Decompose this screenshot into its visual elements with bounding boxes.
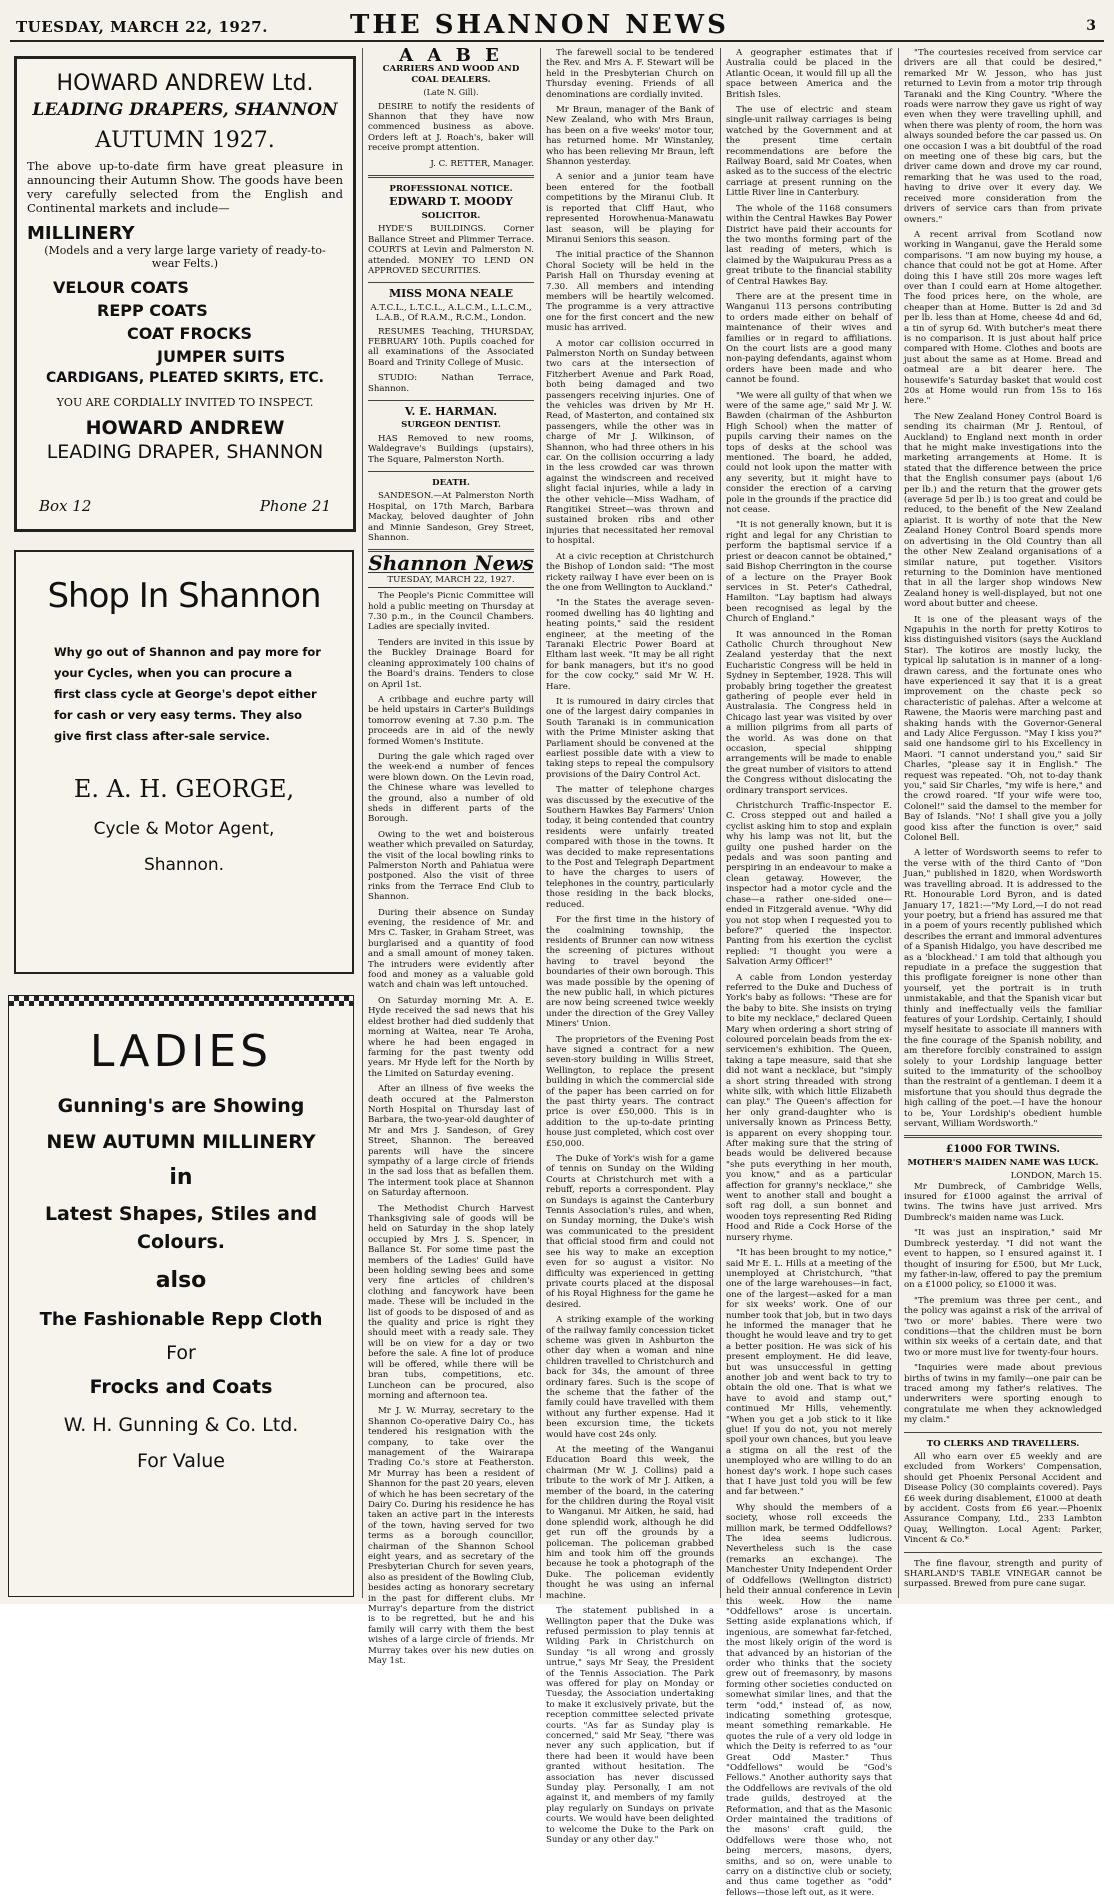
moody-body: HYDE'S BUILDINGS. Corner Ballance Street and Plimmer Terrace. COURTS at Levin and Palmerston N. attended. MONEY TO LEND ON APPROVED SECURITIES. [368, 224, 534, 276]
divider [368, 471, 534, 472]
ad-subtitle: LEADING DRAPERS, SHANNON [32, 100, 338, 120]
aabe-late: (Late N. Gill). [423, 88, 479, 98]
divider [368, 175, 534, 178]
ad-line: Gunning's are Showing [57, 1095, 305, 1117]
column-2 [368, 45, 534, 1667]
column-rule [898, 48, 899, 1598]
news-item: Christchurch Traffic-Inspector E. C. Cross stepped out and hailed a cyclist asking him to stop and explain why his lamp was not lit, but the guilty one pushed harder on the pedals and was soon panting and perspiring in an endeavour to make a clean getaway. However, the inspector had a motor cycle and the chase—a rather one-sided one—ended in Fitzgerald avenue. "Why did you not stop when I requested you to before?" queried the inspector. Panting from his exertion the cyclist replied: "I thought you were a Salvation Army Officer!" [726, 801, 892, 968]
ad-signature: HOWARD ANDREW [85, 417, 285, 439]
news-item: It was announced in the Roman Catholic Church throughout New Zealand yesterday that the next Eucharistic Congress will be held in Sydney in September, 1928. This will probably bring together the greatest gathering of people ever held in Australasia. The Congress held in Chicago last year was visited by over a million pilgrims from all parts of the world. As was done on that occasion, special shipping arrangements will be made to enable the great number of visitors to attend the Congress without dislocating the ordinary transport services. [726, 629, 892, 796]
ad-item: JUMPER SUITS [157, 347, 286, 366]
news-item: It is one of the pleasant ways of the Ngapuhis in the north for pretty Kotiros to kiss distinguished visitors (says the Auckland Star). The kotiros are mostly lucky, the typical lip salutation is in manner of a long-drawn caress, and the fortunate ones who have experienced it say that it is a great improvement on the chaste peck so characteristic of palehas. After a welcome at Rawene, the Maoris were marching past and shaking hands with the Governor-General and Lady Alice Fergusson. "May I kiss you?" said one handsome girl to his Excellency in Maori. "I cannot understand you," said Sir Charles, "please say it in English." The request was repeated. "Oh, not to-day thank you," said Sir Charles, "my wife is here," and the crowd roared. "If your wife were too, Colonel!" said the damsel to the member for Bay of Islands. "No! I shall give you a jolly good kiss after the function is over," said Colonel Bell. [904, 614, 1102, 844]
news-item: Mr Dumbreck, of Cambridge Wells, insured for £1000 against the arrival of twins. The twins have just arrived. Mrs Dumbreck's maiden name was Luck. [904, 1181, 1102, 1223]
neale-name: MISS MONA NEALE [388, 287, 514, 301]
harman-name: V. E. HARMAN. [404, 404, 498, 418]
news-item: The proprietors of the Evening Post have signed a contract for a new seven-story building in Willis Street, Wellington, to replace the present building in which the commercial side of the paper has been carried on for the past thirty years. The contract price is over £50,000. This is in addition to the up-to-date printing house just completed, which cost over £50,000. [546, 1034, 714, 1149]
neale-qual: A.T.C.L., L.T.C.L., A.L.C.M., L.L.C.M., L.A.B., Of R.A.M., R.C.M., London. [370, 302, 532, 324]
ad-line: For [166, 1342, 196, 1364]
twins-dateline: LONDON, March 15. [1010, 1171, 1102, 1182]
column-3 [546, 48, 714, 1846]
news-item: "The courtesies received from service car drivers are all that could be desired," remarked Mr W. Jesson, who has just returned to Levin from a motor trip through Taranaki and the King Country. "Where the roads were narrow they gave us right of way even when they were travelling uphill, and when there was plenty of room, the horn was always sounded before the car passed us. On one occasion I was a bit doubtful of the road on meeting one of these big cars, but the driver came down and drove my car round, remarking that he was used to the road, having to drive over it every day. We received more consideration from the drivers of service cars than from private owners." [904, 48, 1102, 225]
news-item: A striking example of the working of the railway family concession ticket scheme was given in Ashburton the other day when a woman and nine children travelled to Christchurch and back for 34s, the amount of three ordinary fares. Such is the scope of the scheme that the father of the family could have travelled with them without any further expense. Had it been excursion time, the tickets would have cost 24s only. [546, 1315, 714, 1440]
neale-body: RESUMES Teaching, THURSDAY, FEBRUARY 10th. Pupils coached for all examinations of the Associated Board and Trinity College of Music. [368, 326, 534, 368]
death-notice: SANDESON.—At Palmerston North Hospital, on 17th March, Barbara Mackay, beloved daughter of John and Minnie Sandeson, Grey Street, Shannon. [368, 491, 534, 544]
divider [368, 282, 534, 283]
divider [904, 1432, 1102, 1433]
ad-phone: Phone 21 [259, 497, 331, 515]
ad-line: Latest Shapes, Stiles and Colours. [44, 1203, 318, 1253]
news-item: During their absence on Sunday evening, the residence of Mr. and Mrs C. Tasker, in Graham Street, was burglarised and a quantity of food and a small amount of money taken. The intruders were evidently after food and money as a valuable gold watch and chain was left untouched. [368, 907, 534, 991]
news-item: On Saturday morning Mr. A. E. Hyde received the sad news that his eldest brother had died suddenly that morning at Waitea, near Te Aroha, where he had been engaged in farming for the past twenty odd years. Mr Hyde left for the North by the Limited on Saturday evening. [368, 995, 534, 1079]
news-item: Mr J. W. Murray, secretary to the Shannon Co-operative Dairy Co., has tendered his resignation with the company, to take over the management of the Wairarapa Trading Co.'s store at Featherston. Mr Murray has been a resident of Shannon for the past 20 years, eleven of which he has been secretary of the Dairy Co. During his residence he has taken an active part in the interests of the town, having served for two terms as a borough councillor, chairman of the Shannon School eight years, and as secretary of the Presbyterian Church for seven years, also as president of the Bowling Club, besides acting as honorary secretary in the past for different clubs. Mr Murray's departure from the district is to be regretted, but he and his family will carry with them the best wishes of a large circle of friends. Mr Murray takes over his new duties on May 1st. [368, 1406, 534, 1667]
nameplate-date: TUESDAY, MARCH 22, 1927. [368, 572, 534, 588]
aabe-sign: J. C. RETTER, Manager. [430, 158, 534, 169]
ad-title: LADIES [89, 1026, 273, 1077]
news-item: "It has been brought to my notice," said Mr E. L. Hills at a meeting of the unemployed at Christchurch, "that one of the large warehouses—in fact, one of the largest—asked for a man for six weeks' work. One of our number took that job, but in two days he informed the manager that he thought he would leave and try to get a better position. He was sick of his present employment. He did leave, but was unsuccessful in getting another job and went back to try to obtain the old one. That is what we have to avoid and stamp out," continued Mr Hills, vehemently. "When you get a job stick to it like glue! If you do not, you not merely spoil your own chances, but you leave a stigma on all the rest of the unemployed who are willing to do an honest day's work. I hope such cases that I have just told you will be few and far between." [726, 1248, 892, 1498]
news-item: "It is not generally known, but it is right and legal for any Christian to perform the baptismal service if a priest or deacon cannot be obtained," said Bishop Cherrington in the course of a lecture on the Prayer Book services in St. Peter's Cathedral, Hamilton. "Lay baptism had always been recognised as legal by the Church of England." [726, 520, 892, 625]
ad-name: E. A. H. GEORGE, [73, 775, 295, 803]
news-item: The matter of telephone charges was discussed by the executive of the Southern Hawkes Bay Farmers' Union today, it being contended that country residents were unfairly treated compared with those in the towns. It was decided to make representations to the Post and Telegraph Department to have the charges to users of telephones in the country, particularly those residing in the back blocks, reduced. [546, 785, 714, 910]
harman-body: HAS Removed to new rooms, Waldegrave's Buildings (upstairs), The Square, Palmerston North. [368, 433, 534, 465]
news-item: The farewell social to be tendered the Rev. and Mrs A. F. Stewart will be held in the Presbyterian Church on Thursday evening. Friends of all denominations are cordially invited. [546, 48, 714, 100]
column-rule [540, 48, 541, 1598]
news-item: The People's Picnic Committee will hold a public meeting on Thursday at 7.30 p.m., in the Council Chambers. Ladies are specially invited. [368, 591, 534, 633]
ad-season: AUTUMN 1927. [95, 128, 275, 153]
news-item: A geographer estimates that if Australia could be placed in the Atlantic Ocean, it would fill up all the space between America and the British Isles. [726, 48, 892, 100]
news-item: It is rumoured in dairy circles that one of the largest dairy companies in South Taranaki is in communication with the Prime Minister asking that Parliament should be convened at the earliest possible date with a view to taking steps to repeal the compulsory provisions of the Dairy Control Act. [546, 696, 714, 780]
professional-notice: PROFESSIONAL NOTICE. [389, 184, 513, 195]
news-item: The initial practice of the Shannon Choral Society will be held in the Parish Hall on Thursday evening at 7.30. All members and intending members will be heartily welcomed. The programme is a very attractive one for the first concert and the new music has arrived. [546, 250, 714, 334]
divider [368, 400, 534, 401]
ad-line: in [169, 1165, 193, 1190]
news-item: "Inquiries were made about previous births of twins in my family—one pair can be traced among my father's relatives. The underwriters were sporting enough to congratulate me when they acknowledged my claim." [904, 1363, 1102, 1426]
news-item: The fine flavour, strength and purity of SHARLAND'S TABLE VINEGAR cannot be surpassed. Brewed from pure cane sugar. [904, 1558, 1102, 1590]
ad-title: Shop In Shannon [47, 576, 321, 616]
ad-note: (Models and a very large large variety of ready-to-wear Felts.) [44, 244, 326, 270]
ad-line: For Value [137, 1450, 225, 1472]
masthead-title: THE SHANNON NEWS [350, 10, 729, 40]
news-item: At a civic reception at Christchurch the Bishop of London said: "The most rickety railway I have ever been on is the one from Wellington to Auckland." [546, 551, 714, 593]
news-item: The Methodist Church Harvest Thanksgiving sale of goods will be held on Saturday in the shop lately occupied by Mrs J. S. Spencer, in Ballance St. For some time past the members of the Ladies' Guild have been holding sewing bees and some very fine articles of children's clothing and fancywork have been made. These will be included in the list of goods to be disposed of and as the quality and price is right they should meet with a ready sale. They will be on view for a day or two before the sale. A fine lot of produce will be offered, while there will be bran tubs, competitions, etc. Luncheon can be procured, also morning and afternoon tea. [368, 1203, 534, 1401]
column-rule [362, 48, 363, 1598]
news-item: A cable from London yesterday referred to the Duke and Duchess of York's baby as follows: "These are for the baby to bite. She insists on trying to bite my necklace," declared Queen Mary when ordering a short string of coloured porcelain beads from the ex-servicemen's exhibition. The Queen, taking a tape measure, said that she did not want a necklace, but "simply a short string threaded with strong white silk, with which little Elizabeth can play." The Queen's affection for her only grand-daughter who is universally known as Princess Betty, is apparent on every shopping tour. After making sure that the string of beads would be delivered because "she puts everything in her mouth, you know," and as a particular affection for granny's necklace," she went to another stall and bought a soft rag doll, a sun bonnet and wooden toys representing Red Riding Hood and Ride a Cock Horse of the nursery rhyme. [726, 972, 892, 1243]
ad-invite: YOU ARE CORDIALLY INVITED TO INSPECT. [56, 396, 314, 409]
death-heading: DEATH. [432, 478, 470, 488]
masthead [10, 6, 1104, 42]
clerks-headline: TO CLERKS AND TRAVELLERS. [926, 1438, 1080, 1449]
news-item: For the first time in the history of the coalmining township, the residents of Brunner can now witness the screening of pictures without having to travel beyond the boundaries of their own borough. This was made possible by the opening of the new public hall, in which pictures are now being screened twice weekly under the direction of the Grey Valley Miners' Union. [546, 915, 714, 1030]
harman-title: SURGEON DENTIST. [401, 420, 501, 431]
news-item: "It was just an inspiration," said Mr Dumbreck yesterday. "I did not want the event to happen, so I ensured against it. I thought of insuring for £500, but Mr Luck, my father-in-law, offered to pay the premium on a £1000 policy, so £1000 it was. [904, 1228, 1102, 1291]
ad-box: Box 12 [39, 497, 92, 515]
news-item: The whole of the 1168 consumers within the Central Hawkes Bay Power District have paid their accounts for the two months forming part of the last reading of meters, which is claimed by the Waipukurau Press as a great tribute to the financial stability of Central Hawkes Bay. [726, 203, 892, 287]
ad-place: Shannon. [143, 855, 225, 875]
news-item: The use of electric and steam single-unit railway carriages is being watched by the Government and at the present time certain recommendations are before the Railway Board, said Mr Coates, when asked as to the success of the electric carriage at present running on the Little River line in Canterbury. [726, 105, 892, 199]
gunning-ad [8, 995, 354, 1597]
moody-title: SOLICITOR. [421, 210, 481, 221]
divider [904, 1135, 1102, 1138]
ad-line: W. H. Gunning & Co. Ltd. [63, 1414, 299, 1436]
nameplate: Shannon News [368, 551, 534, 576]
twins-headline: £1000 FOR TWINS. [945, 1143, 1061, 1156]
ad-line: also [155, 1268, 207, 1293]
ad-body: The above up-to-date firm have great pleasure in announcing their Autumn Show. The goods have been very carefully selected from the English and Continental markets and include— [27, 159, 343, 215]
ad-signature-sub: LEADING DRAPER, SHANNON [46, 441, 324, 463]
divider [904, 1552, 1102, 1553]
news-item: A senior and a junior team have been entered for the football competitions by the Miranui Club. It is reported that Cliff Haut, who represented Horowhenua-Manawatu last season, will be playing for Miranui Seniors this season. [546, 172, 714, 245]
ad-title: HOWARD ANDREW Ltd. [56, 71, 314, 96]
column-5 [904, 48, 1102, 1598]
george-cycle-ad [14, 550, 354, 974]
ad-item: COAT FROCKS [127, 324, 253, 343]
ad-line: Frocks and Coats [89, 1376, 273, 1398]
news-item: There are at the present time in Wanganui 113 persons contributing to orders made either on behalf of maintenance of their wives and families or in regard to affiliations. On the court lists are a good many non-paying defendants, against whom orders have been made and who cannot be found. [726, 291, 892, 386]
moody-name: EDWARD T. MOODY [389, 195, 513, 209]
news-item: "The premium was three per cent., and the policy was against a risk of the arrival of 'two or more' babies. There were two conditions—that the children must be born within six weeks of a certain date, and that two or more must live for twenty-four hours. [904, 1295, 1102, 1358]
ad-item: VELOUR COATS [53, 278, 189, 297]
news-item: All who earn over £5 weekly and are excluded from Workers' Compensation, should get Phoenix Personal Accident and Disease Policy (30 complaints covered). Pays £6 week during disablement, £1000 at death by accident. Costs from £6 year.—Phoenix Assurance Company, Ltd., 233 Lambton Quay, Wellington. Local Agent: Parker, Vincent & Co.* [904, 1452, 1102, 1546]
news-item: Owing to the wet and boisterous weather which prevailed on Saturday, the visit of the local bowling rinks to Palmerston North and Pahiatua were postponed. Also the visit of three rinks from the Terrace End Club to Shannon. [368, 829, 534, 903]
news-item: A motor car collision occurred in Palmerston North on Sunday between two cars at the intersection of Fitzherbert Avenue and Park Road, both being damaged and two passengers receiving injuries. One of the vehicles was driven by Mr H. Read, of Masterton, and contained six passengers, while the other was in charge of Mr J. Wilkinson, of Shannon, who had three others in his car. On the collision occurring a lady in the less crowded car was thrown against the windscreen and received slight facial injuries, while a lady in the other vehicle—Miss Wadham, of Rangitikei Street—was thrown and sustained broken ribs and other injuries that necessitated her removal to hospital. [546, 338, 714, 547]
howard-andrew-ad [14, 56, 356, 532]
column-4 [726, 48, 892, 1898]
checker-border [9, 996, 353, 1006]
news-item: At the meeting of the Wanganui Education Board this week, the chairman (Mr W. J. Collins) paid a tribute to the work of Mr J. Aitken, a member of the board, in the catering for the children during the Royal visit to Wanganui. Mr Aitken, he said, had done splendid work, although he did get run off the grounds by a policeman. The policeman grabbed him and took him off the grounds because he took a photograph of the Duke. The policeman evidently thought he was using an infernal machine. [546, 1445, 714, 1601]
ad-body: Why go out of Shannon and pay more for your Cycles, when you can procure a first class cycle at George's depot either for cash or very easy terms. They also give first class after-sale service. [54, 645, 321, 743]
news-item: The Duke of York's wish for a game of tennis on Sunday on the Wilding Courts at Christchurch met with a rebuff, reports a correspondent. Play on Sundays is against the Canterbury Tennis Association's rules, and when, on Sunday morning, the Duke's wish was communicated to the president that official stood firm and could not see his way to make an exception even for so august a visitor. No difficulty was experienced in getting private courts placed at the disposal of his Royal Highness for the game he desired. [546, 1154, 714, 1310]
ad-item: CARDIGANS, PLEATED SKIRTS, ETC. [46, 370, 324, 386]
aabe-title: A A B E [399, 45, 503, 66]
news-item: "We were all guilty of that when we were of the same age," said Mr J. W. Bawden (chairman of the Ashburton High School) when the matter of pupils carving their names on the tops of desks at the school was mentioned. The board, he added, could not look upon the matter with any severity, but it might have to consider the erection of a carving pole in the grounds if the practice did not cease. [726, 390, 892, 516]
neale-studio: STUDIO: Nathan Terrace, Shannon. [368, 373, 534, 394]
news-item: The New Zealand Honey Control Board is sending its chairman (Mr J. Rentoul, of Auckland) to England next month in order that he might make investigations into the marketing arrangements at Home. It is stated that the difference between the price that the English consumer pays (about 1/6 per lb.) and the return that the grower gets (average 5d per lb.) is too great and could be reduced, to the benefit of the New Zealand apiarist. It is worthy of note that the New Zealand Honey Control Board spends more on advertising in the Old Country than all the other New Zealand organisations of a similar nature, put together. Visitors returning to the Dominion have mentioned that in all the larger shop windows New Zealand honey is well-displayed, but not one word about butter and cheese. [904, 411, 1102, 610]
masthead-date: TUESDAY, MARCH 22, 1927. [16, 18, 268, 36]
aabe-body: DESIRE to notify the residents of Shannon that they have now commenced business as above. Orders left at J. Roach's, baker will receive prompt attention. [368, 101, 534, 154]
column-rule [720, 48, 721, 1598]
news-item: A cribbage and euchre party will be held upstairs in Carter's Buildings tomorrow evening at 7.30 p.m. The proceeds are in aid of the newly formed Women's Institute. [368, 694, 534, 747]
ad-item: REPP COATS [97, 301, 208, 320]
news-item: Mr Braun, manager of the Bank of New Zealand, who with Mrs Braun, has been on a five weeks' motor tour, has returned home. Mr Winstanley, who has been relieving Mr Braun, left Shannon yesterday. [546, 105, 714, 168]
news-item: After an illness of five weeks the death occured at the Palmerston North Hospital on Thursday last of Barbara, the two-year-old daughter of Mr and Mrs J. Sandeson, of Grey Street, Shannon. The bereaved parents will have the sincere sympathy of a large circle of friends in the sad loss that as befallen them. The interment took place at Shannon on Saturday afternoon. [368, 1084, 534, 1199]
news-item: A recent arrival from Scotland now working in Wanganui, gave the Herald some comparisons. "I am now buying my house, a chance that could not be got at Home. After doing this I have still 20s more wages left over than I could earn at Home altogether. The food prices here, on the whole, are cheaper than at Home. Butter is 2d and 3d per lb. less than at Home, cheese 4d and 6d, a tin of syrup 6d. With butcher's meat there is no comparison. It is just about half price compared with Home. Clothes and boots are just about the same as at Home. Bread and oatmeal are a bit dearer here. The housewife's Saturday basket that would cost 20s at Home would run from 15s to 16s here." [904, 229, 1102, 407]
news-item: A letter of Wordsworth seems to refer to the verse with of the third Canto of "Don Juan," published in 1820, when Wordsworth was travelling abroad. It is addressed to the Rt. Honourable Lord Byron, and is dated January 17, 1821:—"My Lord,—I do not read your poetry, but a friend has assured me that in a poem of yours recently published which describes the errant and immoral adventures of a Spanish Hidalgo, you have described me as a 'blockhead.' I am told that although you repudiate in a preface the suggestion that this profligate foreigner is none other than yourself, yet the portrait is in truth unmistakable, and that the Spanish vicar but thinly and ineffectually veils the familiar features of your Lordship. Certainly, I should myself hesitate to associate ill manners with the fine courage of the Spanish nobility, and am therefore forcibly constrained to assign solely to your Lordship language better suited to the immaturity of the schoolboy than the restraint of a gentleman. I deem it a misfortune that you should thus degrade the high calling of the poet.—I have the honour to be, Your Lordship's obedient humble servant, William Wordsworth." [904, 848, 1102, 1130]
ad-line: NEW AUTUMN MILLINERY [46, 1131, 316, 1153]
news-item: "In the States the average seven-roomed dwelling has 40 lighting and heating points," said the resident engineer, at the meeting of the Taranaki Electric Power Board at Eltham last week. "It may be all right for bank managers, but it's no good for the cow cocky," said Mr W. H. Hare. [546, 598, 714, 692]
news-item: Tenders are invited in this issue by the Buckley Drainage Board for cleaning approximately 100 chains of the Board's drains. Tenders to close on April 1st. [368, 637, 534, 690]
news-item: The statement published in a Wellington paper that the Duke was refused permission to play tennis at Wilding Park in Christchurch on Sunday "is all wrong and grossly untrue," says Mr Seay, the President of the Tennis Association. The Park was offered for play on Monday or Tuesday, the Association undertaking to make it exclusively private, but the reception committee selected private courts. "As far as Sunday play is concerned," said Mr Seay, "there was never any such application, but if there had been it would have been granted without hesitation. The association has never discussed Sunday play. Personally, I am not against it, and members of my family play regularly on Sundays on private courts. We would have been delighted to welcome the Duke to the Park on Sunday or any other day." [546, 1606, 714, 1846]
news-item: Why should the members of a society, whose roll exceeds the million mark, be termed Oddfellows? The idea seems ludicrous. Nevertheless such is the case (remarks an exchange). The Manchester Unity Independent Order of Oddfellows (Wellington district) held their annual conference in Levin this week. How the name "Oddfellows" arose is uncertain. Setting aside explanations which, if ingenious, are somewhat far-fetched, the most likely origin of the word is that advanced by an historian of the order who thinks that the society grew out of freemasonry, by masons forming other societies conducted on somewhat similar lines, and that the term "odd," instead of, as now, indicating something grotesque, meant something remarkable. He quotes the rule of a very old lodge in which the Deity is referred to as "our Great Odd Master." Thus "Oddfellows" would be "God's Fellows." Another authority says that the Oddfellows are revivals of the old trade guilds, destroyed at the Reformation, and that as the Masonic Order maintained the traditions of the masons' craft guild, the Oddfellows were those who, not being mercers, masons, dyers, smiths, and so on, were unable to carry on a distinctive club or society, and thus came together as "odd" fellows—those left out, as it were. [726, 1502, 892, 1898]
ad-item: MILLINERY [27, 223, 135, 244]
twins-subheadline: MOTHER'S MAIDEN NAME WAS LUCK. [907, 1157, 1099, 1168]
news-item: During the gale which raged over the week-end a number of fences were blown down. On the Levin road, the Chinese whare was levelled to the ground, also a number of old sheds in different parts of the Borough. [368, 751, 534, 825]
aabe-subtitle: CARRIERS AND WOOD AND COAL DEALERS. [382, 64, 520, 85]
ad-trade: Cycle & Motor Agent, [93, 819, 275, 839]
ad-line: The Fashionable Repp Cloth [39, 1309, 323, 1330]
page-number: 3 [1086, 18, 1096, 34]
